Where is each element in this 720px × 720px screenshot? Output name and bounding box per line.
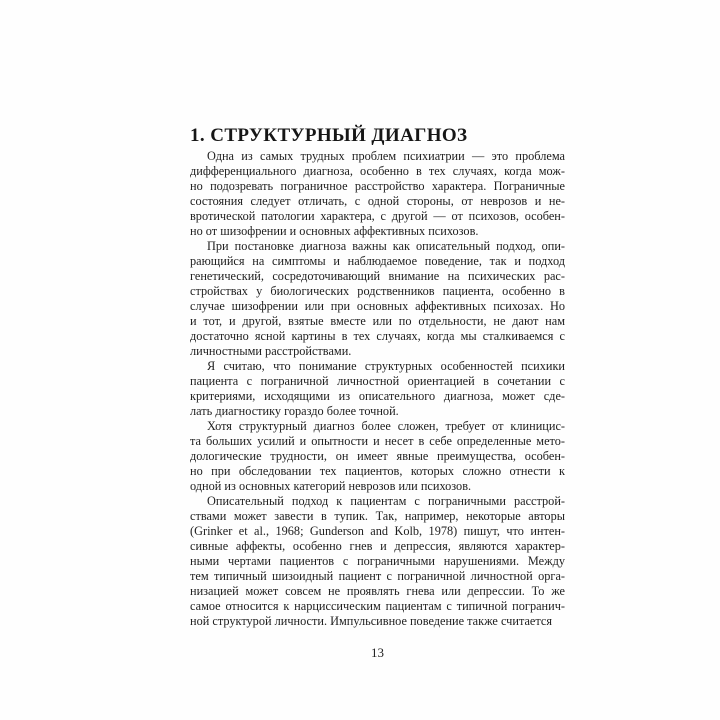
text-line: ствами может завести в тупик. Так, например, некоторые авторы [190,509,565,523]
text-line: лать диагностику гораздо более точной. [190,404,399,418]
text-line: одной из основных категорий неврозов или психозов. [190,479,472,493]
text-block [190,149,565,629]
text-line: генетический, сосредоточивающий внимание на психических рас- [190,269,565,283]
text-line: пациента с пограничной личностной ориентацией в сочетании с [190,374,565,388]
text-line: но подозревать пограничное расстройство характера. Пограничные [190,179,565,193]
text-line: ными чертами пациентов с пограничными нарушениями. Между [190,554,565,568]
text-line: низацией может совсем не проявлять гнева или депрессии. То же [190,584,565,598]
text-line: самое относится к нарциссическим пациентам с типичной погранич- [190,599,565,613]
text-line: состояния следует отличать, с одной стороны, от неврозов и не- [190,194,565,208]
text-line: критериями, исходящими из описательного диагноза, может сде- [190,389,565,403]
text-line: Одна из самых трудных проблем психиатрии — это проблема [207,149,565,163]
text-line: дифференциального диагноза, особенно в тех случаях, когда мож- [190,164,565,178]
text-line: При постановке диагноза важны как описательный подход, опи- [207,239,565,253]
text-line: но от шизофрении и основных аффективных психозов. [190,224,479,238]
text-line: та больших усилий и опытности и несет в себе определенные мето- [190,434,565,448]
text-line: случае шизофрении или при основных аффективных психозах. Но [190,299,565,313]
text-line: и тот, и другой, взятые вместе или по отдельности, не дают нам [190,314,565,328]
text-line: рающийся на симптомы и наблюдаемое поведение, так и подход [190,254,565,268]
chapter-heading: 1. СТРУКТУРНЫЙ ДИАГНОЗ [190,124,468,146]
paragraph [190,359,565,419]
text-line: вротической патологии характера, с другой — от психозов, особен- [190,209,565,223]
paragraph [190,419,565,494]
page-number: 13 [371,645,384,660]
paragraph [190,149,565,239]
text-line: Описательный подход к пациентам с пограничными расстрой- [207,494,565,508]
text-line: достаточно ясной картины в тех случаях, когда мы сталкиваемся с [190,329,565,343]
text-line: дологические трудности, он имеет явные преимущества, особен- [190,449,565,463]
text-line: стройствах у биологических родственников пациента, особенно в [190,284,565,298]
text-line: но при обследовании тех пациентов, которых сложно отнести к [190,464,565,478]
text-line: личностными расстройствами. [190,344,352,358]
text-line: Я считаю, что понимание структурных особенностей психики [207,359,565,373]
text-line: Хотя структурный диагноз более сложен, требует от клиницис- [207,419,565,433]
paragraph [190,239,565,359]
text-line: тем типичный шизоидный пациент с пограничной личностной орга- [190,569,565,583]
text-line: ной структурой личности. Импульсивное поведение также считается [190,614,553,628]
paragraph [190,494,565,629]
text-line: (Grinker et al., 1968; Gunderson and Kolb, 1978) пишут, что интен- [190,524,565,538]
text-line: сивные аффекты, особенно гнев и депрессия, являются характер- [190,539,565,553]
